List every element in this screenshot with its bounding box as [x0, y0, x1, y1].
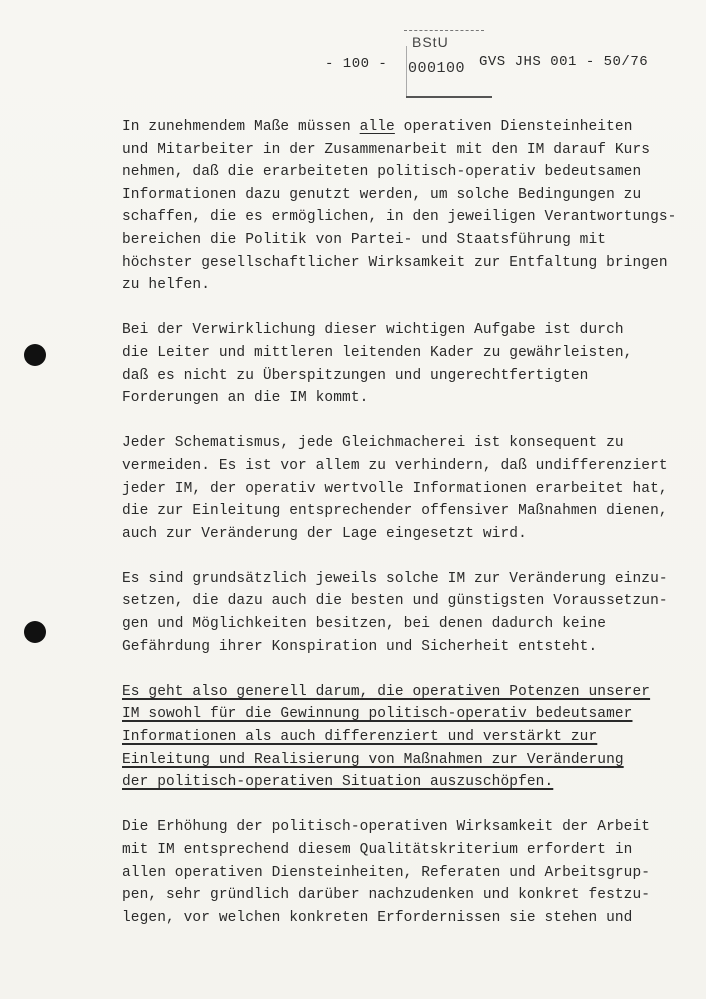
text-line: [122, 252, 667, 275]
text-line: [122, 862, 667, 885]
text-segment: Informationen dazu genutzt werden, um solche Bedingungen zu: [122, 186, 642, 203]
text-line: [122, 432, 667, 455]
text-line: [122, 184, 667, 207]
text-line: [122, 568, 667, 591]
punch-hole-lower: [24, 621, 46, 643]
text-segment: mit IM entsprechend diesem Qualitätskriterium erfordert in: [122, 842, 633, 858]
paragraph: [122, 432, 667, 545]
text-line: [122, 342, 667, 365]
text-line: [122, 387, 667, 410]
text-segment: jeder IM, der operativ wertvolle Informationen erarbeitet hat,: [122, 480, 668, 497]
text-line: [122, 319, 667, 342]
text-line: [122, 161, 667, 184]
text-line: [122, 229, 667, 252]
underlined-paragraph: [122, 681, 667, 794]
text-segment: setzen, die dazu auch die besten und günstigsten Voraussetzun-: [122, 593, 668, 610]
text-segment: IM sowohl für die Gewinnung politisch-operativ bedeutsamer: [122, 706, 633, 723]
text-line: [122, 884, 667, 907]
stamp-label: BStU: [412, 34, 449, 50]
paragraph: [122, 319, 667, 409]
text-line: [122, 613, 667, 636]
text-segment: der politisch-operativen Situation auszuschöpfen.: [122, 774, 554, 791]
text-line: [122, 365, 667, 388]
text-segment: Bei der Verwirklichung dieser wichtigen Aufgabe ist durch: [122, 322, 624, 339]
page-header: [0, 52, 706, 92]
text-line: [122, 455, 667, 478]
text-line: [122, 816, 667, 839]
emphasized-word: alle: [359, 119, 395, 135]
text-segment: die Leiter und mittleren leitenden Kader zu gewährleisten,: [122, 344, 633, 361]
text-line: [122, 681, 667, 704]
page-number: - 100 -: [325, 56, 388, 72]
text-line: [122, 703, 667, 726]
text-line: [122, 523, 667, 546]
text-segment: Es sind grundsätzlich jeweils solche IM zur Veränderung einzu-: [122, 570, 668, 587]
text-segment: daß es nicht zu Überspitzungen und ungerechtfertigten: [122, 367, 589, 384]
text-segment: zu helfen.: [122, 277, 211, 294]
text-segment: schaffen, die es ermöglichen, in den jeweiligen Verantwortungs-: [122, 209, 677, 226]
text-segment: nehmen, daß die erarbeiteten politisch-operativ bedeutsamen: [122, 164, 642, 181]
text-segment: Informationen als auch differenziert und verstärkt zur: [122, 729, 598, 746]
text-segment: und Mitarbeiter in der Zusammenarbeit mit den IM darauf Kurs: [122, 141, 651, 158]
text-line: [122, 139, 667, 162]
text-line: [122, 636, 667, 659]
text-line: [122, 839, 667, 862]
stamp-number: 000100: [408, 60, 466, 77]
text-line: [122, 726, 667, 749]
text-segment: auch zur Veränderung der Lage eingesetzt wird.: [122, 525, 527, 542]
text-line: [122, 907, 667, 930]
archive-stamp: [398, 30, 498, 102]
text-segment: pen, sehr gründlich darüber nachzudenken und konkret festzu-: [122, 887, 651, 904]
text-line: [122, 478, 667, 501]
text-line: [122, 771, 667, 794]
text-line: [122, 274, 667, 297]
text-segment: Jeder Schematismus, jede Gleichmacherei ist konsequent zu: [122, 435, 624, 452]
text-segment: Es geht also generell darum, die operativen Potenzen unserer: [122, 683, 651, 700]
text-line: [122, 590, 667, 613]
text-segment: gen und Möglichkeiten besitzen, bei denen dadurch keine: [122, 616, 607, 633]
text-segment: Forderungen an die IM kommt.: [122, 390, 369, 407]
text-segment: Einleitung und Realisierung von Maßnahmen zur Veränderung: [122, 751, 624, 768]
text-segment: vermeiden. Es ist vor allem zu verhindern, daß undifferenziert: [122, 457, 668, 474]
text-segment: In zunehmendem Maße müssen: [122, 119, 360, 135]
paragraph: [122, 568, 667, 658]
text-line: [122, 749, 667, 772]
stamp-top-line: [404, 30, 484, 31]
text-segment: Gefährdung ihrer Konspiration und Sicherheit entsteht.: [122, 638, 598, 655]
stamp-side-line: [406, 46, 407, 96]
paragraph: [122, 116, 677, 297]
text-segment: die zur Einleitung entsprechender offensiver Maßnahmen dienen,: [122, 503, 668, 520]
text-segment: allen operativen Diensteinheiten, Referaten und Arbeitsgrup-: [122, 864, 651, 881]
text-line: [122, 206, 677, 229]
text-segment: operativen Diensteinheiten: [394, 119, 633, 135]
document-body: [122, 116, 677, 952]
text-segment: höchster gesellschaftlicher Wirksamkeit zur Entfaltung bringen: [122, 254, 668, 271]
text-line: [122, 500, 667, 523]
text-segment: Die Erhöhung der politisch-operativen Wirksamkeit der Arbeit: [122, 819, 651, 836]
document-reference: GVS JHS 001 - 50/76: [479, 54, 649, 70]
text-segment: legen, vor welchen konkreten Erfordernissen sie stehen und: [122, 909, 633, 926]
punch-hole-upper: [24, 344, 46, 366]
text-segment: bereichen die Politik von Partei- und Staatsführung mit: [122, 231, 607, 248]
paragraph: [122, 816, 667, 929]
stamp-bottom-line: [406, 96, 492, 98]
text-line: [122, 116, 667, 139]
